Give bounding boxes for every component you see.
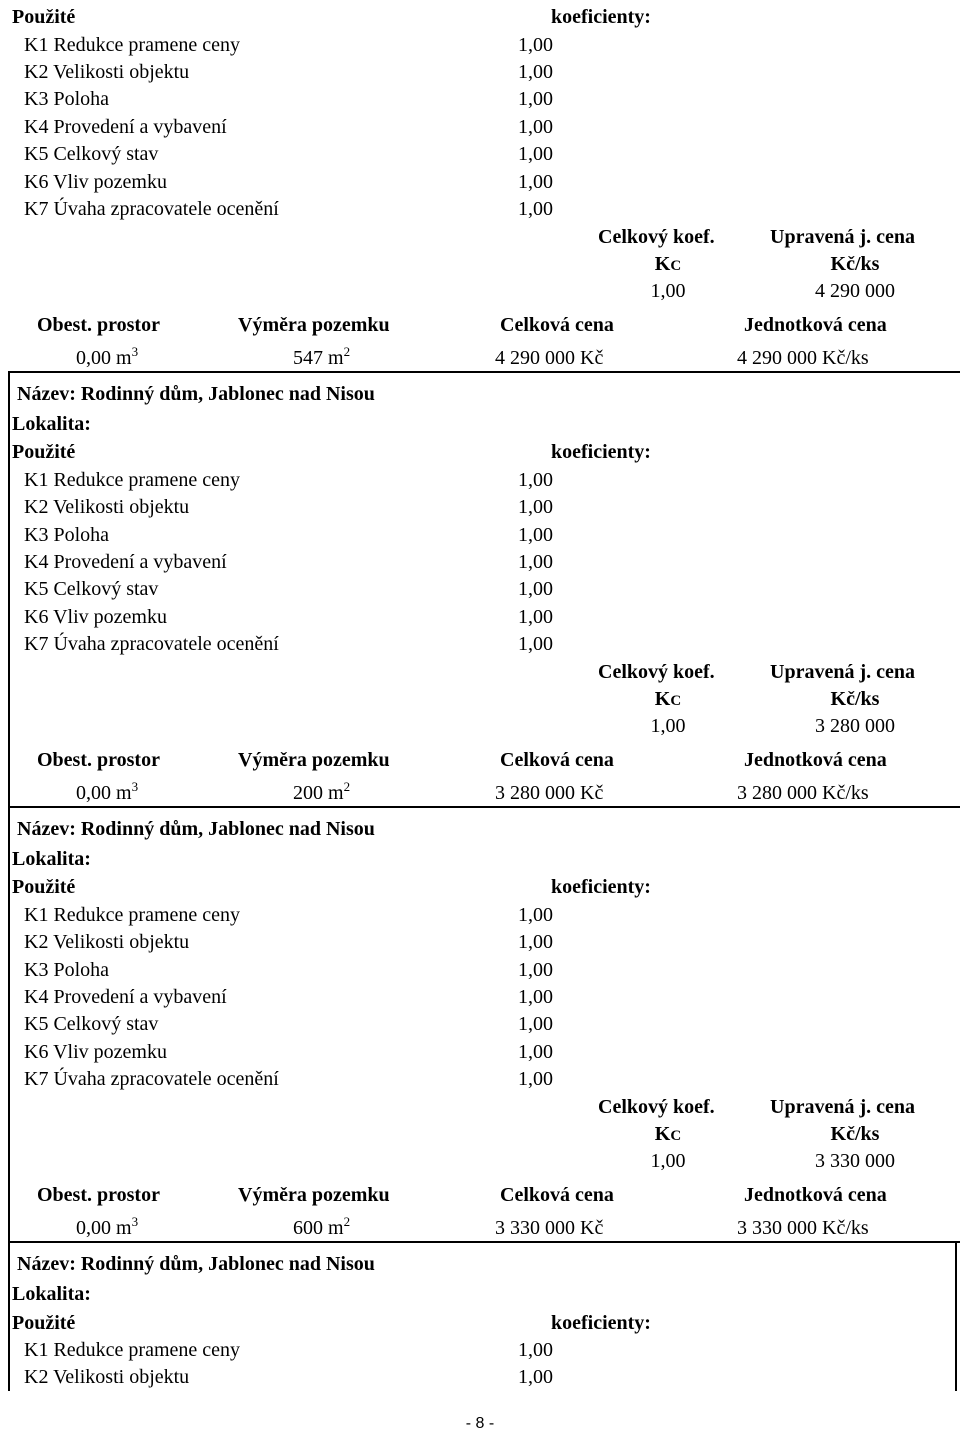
locality-label: Lokalita: <box>12 413 91 435</box>
coef-value-k2: 1,00 <box>518 931 553 953</box>
adjusted-price-value: 4 290 000 <box>815 280 895 302</box>
coef-value-k1: 1,00 <box>518 1339 553 1361</box>
coef-value-k5: 1,00 <box>518 578 553 600</box>
value-enclosed-space: 0,00 $m^3$ <box>76 779 139 804</box>
coefficients-label: koeficienty: <box>551 6 651 28</box>
coef-label-k3: K3 Poloha <box>24 959 109 981</box>
coef-label-k2: K2 Velikosti objektu <box>24 496 190 518</box>
coef-label-k1: K1 Redukce pramene ceny <box>24 34 241 56</box>
value-enclosed-space: 0,00 $m^3$ <box>76 344 139 369</box>
section-border-left <box>8 371 10 808</box>
coef-label-k3: K3 Poloha <box>24 524 109 546</box>
adjusted-price-unit: Kč/ks <box>830 1123 880 1145</box>
coefficients-label: koeficienty: <box>551 876 651 898</box>
value-land-area: 547 $m^2$ <box>293 344 351 369</box>
coef-value-k1: 1,00 <box>518 34 553 56</box>
header-land-area: Výměra pozemku <box>238 749 390 771</box>
value-unit-price: 3 280 000 Kč/ks <box>737 782 869 804</box>
total-coef-symbol: KC <box>654 253 682 275</box>
coef-value-k4: 1,00 <box>518 116 553 138</box>
value-unit-price: 3 330 000 Kč/ks <box>737 1217 869 1239</box>
coef-label-k7: K7 Úvaha zpracovatele ocenění <box>24 198 279 220</box>
header-land-area: Výměra pozemku <box>238 314 390 336</box>
total-coef-label: Celkový koef. <box>598 661 715 683</box>
header-unit-price: Jednotková cena <box>744 749 887 771</box>
name-field: Název: Rodinný dům, Jablonec nad Nisou <box>17 818 375 840</box>
value-total-price: 3 330 000 Kč <box>495 1217 604 1239</box>
coef-value-k2: 1,00 <box>518 496 553 518</box>
coefficients-label: koeficienty: <box>551 1312 651 1334</box>
adjusted-price-label: Upravená j. cena <box>770 1096 915 1118</box>
locality-label: Lokalita: <box>12 1283 91 1305</box>
adjusted-price-label: Upravená j. cena <box>770 661 915 683</box>
coef-value-k4: 1,00 <box>518 551 553 573</box>
total-coef-label: Celkový koef. <box>598 1096 715 1118</box>
used-label: Použité <box>12 441 76 463</box>
section-divider <box>8 371 960 373</box>
coef-label-k5: K5 Celkový stav <box>24 1013 159 1035</box>
header-land-area: Výměra pozemku <box>238 1184 390 1206</box>
adjusted-price-unit: Kč/ks <box>830 253 880 275</box>
header-unit-price: Jednotková cena <box>744 1184 887 1206</box>
coef-value-k5: 1,00 <box>518 1013 553 1035</box>
value-total-price: 3 280 000 Kč <box>495 782 604 804</box>
total-coef-value: 1,00 <box>650 715 686 737</box>
coef-label-k2: K2 Velikosti objektu <box>24 1366 190 1388</box>
value-land-area: 600 $m^2$ <box>293 1214 351 1239</box>
used-label: Použité <box>12 1312 76 1334</box>
section-border-left <box>8 1241 10 1391</box>
coef-label-k7: K7 Úvaha zpracovatele ocenění <box>24 633 279 655</box>
header-total-price: Celková cena <box>500 749 614 771</box>
page-number: - 8 - <box>465 1415 495 1432</box>
coef-value-k7: 1,00 <box>518 198 553 220</box>
value-land-area: 200 $m^2$ <box>293 779 351 804</box>
adjusted-price-label: Upravená j. cena <box>770 226 915 248</box>
coef-label-k2: K2 Velikosti objektu <box>24 61 190 83</box>
section-border-left <box>8 806 10 1242</box>
locality-label: Lokalita: <box>12 848 91 870</box>
total-coef-value: 1,00 <box>650 280 686 302</box>
section-divider <box>8 806 960 808</box>
coef-value-k2: 1,00 <box>518 1366 553 1388</box>
coef-label-k6: K6 Vliv pozemku <box>24 606 167 628</box>
coef-label-k6: K6 Vliv pozemku <box>24 1041 167 1063</box>
value-total-price: 4 290 000 Kč <box>495 347 604 369</box>
coef-label-k1: K1 Redukce pramene ceny <box>24 1339 241 1361</box>
header-total-price: Celková cena <box>500 314 614 336</box>
coef-value-k1: 1,00 <box>518 469 553 491</box>
header-enclosed-space: Obest. prostor <box>37 749 160 771</box>
coef-value-k6: 1,00 <box>518 606 553 628</box>
total-coef-label: Celkový koef. <box>598 226 715 248</box>
coef-label-k7: K7 Úvaha zpracovatele ocenění <box>24 1068 279 1090</box>
name-field: Název: Rodinný dům, Jablonec nad Nisou <box>17 1253 375 1275</box>
coef-label-k5: K5 Celkový stav <box>24 578 159 600</box>
total-coef-value: 1,00 <box>650 1150 686 1172</box>
value-enclosed-space: 0,00 $m^3$ <box>76 1214 139 1239</box>
coef-label-k6: K6 Vliv pozemku <box>24 171 167 193</box>
coef-value-k3: 1,00 <box>518 88 553 110</box>
coef-label-k5: K5 Celkový stav <box>24 143 159 165</box>
name-field: Název: Rodinný dům, Jablonec nad Nisou <box>17 383 375 405</box>
coefficients-label: koeficienty: <box>551 441 651 463</box>
coef-value-k7: 1,00 <box>518 1068 553 1090</box>
coef-label-k2: K2 Velikosti objektu <box>24 931 190 953</box>
coef-label-k4: K4 Provedení a vybavení <box>24 986 227 1008</box>
adjusted-price-value: 3 330 000 <box>815 1150 895 1172</box>
coef-value-k6: 1,00 <box>518 171 553 193</box>
coef-value-k7: 1,00 <box>518 633 553 655</box>
coef-value-k1: 1,00 <box>518 904 553 926</box>
coef-value-k4: 1,00 <box>518 986 553 1008</box>
header-enclosed-space: Obest. prostor <box>37 314 160 336</box>
header-unit-price: Jednotková cena <box>744 314 887 336</box>
total-coef-symbol: KC <box>654 1123 682 1145</box>
coef-value-k3: 1,00 <box>518 524 553 546</box>
coef-label-k1: K1 Redukce pramene ceny <box>24 904 241 926</box>
coef-label-k4: K4 Provedení a vybavení <box>24 551 227 573</box>
coef-value-k5: 1,00 <box>518 143 553 165</box>
coef-label-k4: K4 Provedení a vybavení <box>24 116 227 138</box>
adjusted-price-unit: Kč/ks <box>830 688 880 710</box>
coef-label-k3: K3 Poloha <box>24 88 109 110</box>
adjusted-price-value: 3 280 000 <box>815 715 895 737</box>
header-enclosed-space: Obest. prostor <box>37 1184 160 1206</box>
used-label: Použité <box>12 6 76 28</box>
coef-label-k1: K1 Redukce pramene ceny <box>24 469 241 491</box>
section-border-right <box>955 1241 957 1391</box>
coef-value-k6: 1,00 <box>518 1041 553 1063</box>
value-unit-price: 4 290 000 Kč/ks <box>737 347 869 369</box>
header-total-price: Celková cena <box>500 1184 614 1206</box>
section-divider <box>8 1241 960 1243</box>
used-label: Použité <box>12 876 76 898</box>
coef-value-k3: 1,00 <box>518 959 553 981</box>
coef-value-k2: 1,00 <box>518 61 553 83</box>
total-coef-symbol: KC <box>654 688 682 710</box>
